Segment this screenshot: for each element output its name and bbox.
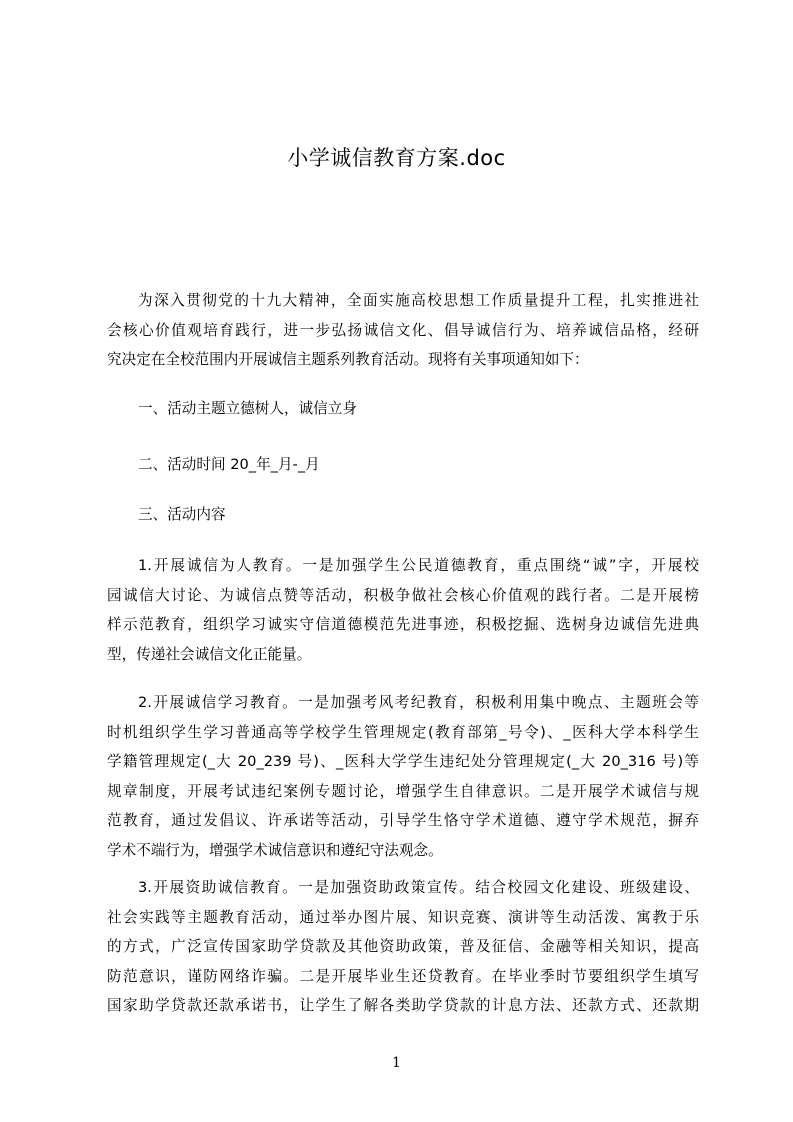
text-line: 社会实践等主题教育活动，通过举办图片展、知识竞赛、演讲等生动活泼、寓教于乐: [107, 908, 699, 926]
page-title: 小学诚信教育方案.doc: [287, 146, 506, 170]
text-line: 会核心价值观培育践行，进一步弘扬诚信文化、倡导诚信行为、培养诚信品格，经研: [107, 321, 699, 339]
text-line: 学籍管理规定(_大 20_239 号)、_医科大学学生违纪处分管理规定(_大 20_316 号)等: [107, 753, 699, 770]
text-line: 防范意识，谨防网络诈骗。二是开展毕业生还贷教育。在毕业季时节要组织学生填写: [107, 967, 699, 985]
text-line: 样示范教育，组织学习诚实守信道德模范先进事迹，积极挖掘、选树身边诚信先进典: [107, 616, 699, 633]
text-line: 为深入贯彻党的十九大精神，全面实施高校思想工作质量提升工程，扎实推进社: [138, 292, 699, 309]
text-line: 规章制度，开展考试违纪案例专题讨论，增强学生自律意识。二是开展学术诚信与规: [107, 782, 699, 800]
text-line: 国家助学贷款还款承诺书，让学生了解各类助学贷款的计息方法、还款方式、还款期: [107, 997, 699, 1014]
item-2-paragraph: [107, 688, 699, 865]
text-line: 的方式，广泛宣传国家助学贷款及其他资助政策，普及征信、金融等相关知识，提高: [107, 938, 699, 955]
item-1-paragraph: [107, 551, 699, 669]
section-heading-content: 三、活动内容: [138, 506, 226, 523]
text-line: 学术不端行为，增强学术诚信意识和遵纪守法观念。: [107, 841, 443, 859]
section-heading-theme: 一、活动主题立德树人，诚信立身: [138, 400, 357, 417]
text-line: 园诚信大讨论、为诚信点赞等活动，积极争做社会核心价值观的践行者。二是开展榜: [107, 586, 699, 604]
text-line: 时机组织学生学习普通高等学校学生管理规定(教育部第_号令)、_医科大学本科学生: [107, 723, 699, 741]
intro-paragraph: [107, 286, 699, 375]
text-line: 2.开展诚信学习教育。一是加强考风考纪教育，积极利用集中晚点、主题班会等: [138, 694, 699, 711]
section-heading-time: 二、活动时间 20_年_月-_月: [138, 456, 320, 473]
item-3-paragraph: [107, 873, 699, 1021]
page-number: 1: [392, 1055, 401, 1071]
text-line: 型，传递社会诚信文化正能量。: [107, 645, 312, 663]
text-line: 范教育，通过发倡议、许承诺等活动，引导学生恪守学术道德、遵守学术规范，摒弃: [107, 812, 699, 829]
text-line: 究决定在全校范围内开展诚信主题系列教育活动。现将有关事项通知如下：: [107, 351, 589, 368]
text-line: 1.开展诚信为人教育。一是加强学生公民道德教育，重点围绕“诚”字，开展校: [138, 557, 699, 574]
text-line: 3.开展资助诚信教育。一是加强资助政策宣传。结合校园文化建设、班级建设、: [138, 879, 699, 896]
